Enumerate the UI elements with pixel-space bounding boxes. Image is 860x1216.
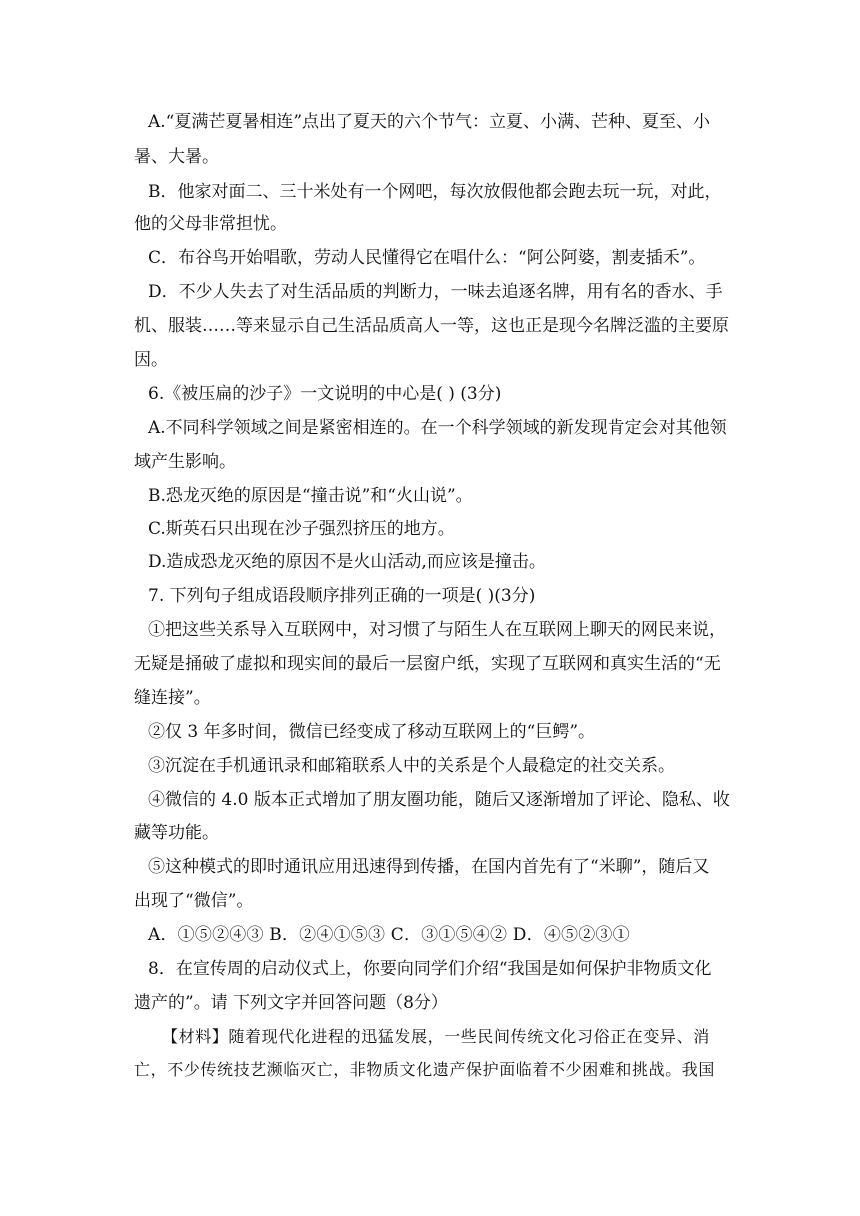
- q7-stem: 7. 下列句子组成语段顺序排列正确的一项是( )(3分): [148, 586, 536, 606]
- material-paragraph-line1: 【材料】随着现代化进程的迅猛发展，一些民间传统文化习俗正在变异、消: [162, 1027, 710, 1046]
- q6-stem: 6.《被压扁的沙子》一文说明的中心是( ) (3分): [148, 384, 502, 404]
- q7-sentence-1-line1: ①把这些关系导入互联网中，对习惯了与陌生人在互联网上聊天的网民来说，: [148, 620, 726, 640]
- q7-sentence-1-line2: 无疑是捅破了虚拟和现实间的最后一层窗户纸，实现了互联网和真实生活的“无: [134, 654, 721, 674]
- q7-sentence-5-line2: 出现了“微信”。: [134, 891, 254, 911]
- q7-options: A．①⑤②④③ B．②④①⑤③ C．③①⑤④② D．④⑤②③①: [148, 925, 630, 945]
- q7-sentence-3: ③沉淀在手机通讯录和邮箱联系人中的关系是个人最稳定的社交关系。: [148, 756, 675, 776]
- q8-stem-line2: 遗产的”。请 下列文字并回答问题（8分）: [134, 993, 448, 1013]
- q7-sentence-1-line3: 缝连接”。: [134, 688, 211, 708]
- q6-option-d: D.造成恐龙灭绝的原因不是火山活动,而应该是撞击。: [148, 552, 546, 572]
- q5-option-d-line2: 机、服装……等来显示自己生活品质高人一等，这也正是现今名牌泛滥的主要原: [134, 316, 729, 336]
- q7-sentence-2: ②仅 3 年多时间，微信已经变成了移动互联网上的“巨鳄”。: [148, 722, 596, 742]
- q5-option-a-line1: A.“夏满芒夏暑相连”点出了夏天的六个节气：立夏、小满、芒种、夏至、小: [148, 112, 711, 132]
- material-paragraph-line2: 亡，不少传统技艺濒临灭亡，非物质文化遗产保护面临着不少困难和挑战。我国: [134, 1060, 716, 1079]
- q6-option-a-line2: 域产生影响。: [134, 452, 236, 472]
- q5-option-d-line1: D．不少人失去了对生活品质的判断力，一味去追逐名牌，用有名的香水、手: [148, 282, 723, 302]
- q7-sentence-4-line1: ④微信的 4.0 版本正式增加了朋友圈功能，随后又逐渐增加了评论、隐私、收: [148, 790, 730, 810]
- q5-option-d-line3: 因。: [134, 350, 168, 370]
- q8-stem-line1: 8．在宣传周的启动仪式上，你要向同学们介绍“我国是如何保护非物质文化: [148, 959, 712, 979]
- q5-option-a-line2: 暑、大暑。: [134, 147, 219, 167]
- q6-option-a-line1: A.不同科学领域之间是紧密相连的。在一个科学领域的新发现肯定会对其他领: [148, 418, 727, 438]
- q7-sentence-4-line2: 藏等功能。: [134, 823, 219, 843]
- q6-option-c: C.斯英石只出现在沙子强烈挤压的地方。: [148, 519, 455, 539]
- q5-option-b-line2: 他的父母非常担忧。: [134, 214, 287, 234]
- q5-option-c: C．布谷鸟开始唱歌，劳动人民懂得它在唱什么：“阿公阿婆，割麦插禾”。: [148, 248, 706, 268]
- q6-option-b: B.恐龙灭绝的原因是“撞击说”和“火山说”。: [148, 486, 473, 506]
- q7-sentence-5-line1: ⑤这种模式的即时通讯应用迅速得到传播，在国内首先有了“米聊”，随后又: [148, 857, 710, 877]
- q5-option-b-line1: B．他家对面二、三十米处有一个网吧，每次放假他都会跑去玩一玩，对此，: [148, 182, 722, 202]
